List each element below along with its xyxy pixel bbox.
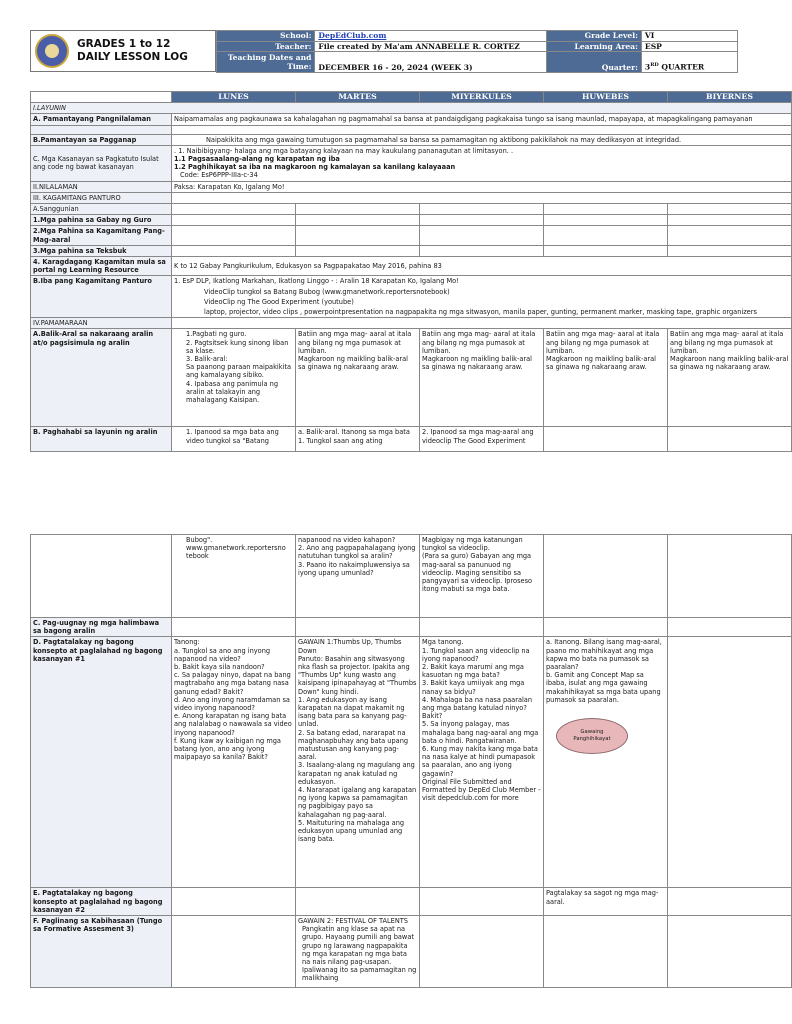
document-page-2 [0,534,768,1024]
kasanayan-code: Code: EsP6PPP-IIIa-c-34 [180,171,258,180]
nilalaman-label: II.NILALAMAN [31,181,172,192]
school-label: School: [217,31,315,42]
concept-map-circle [556,718,628,754]
teaching-dates-label-line1: Teaching Dates and [227,53,312,62]
quarter-value [641,52,737,73]
empty-cell [172,916,296,988]
title-line-2: DAILY LESSON LOG [77,51,188,63]
balik-aral-label: A.Balik-Aral sa nakaraang aralin at/o pagsisimula ng aralin [31,329,172,427]
iba-kagamitan-line: laptop, projector, video clips , powerpointpresentation na nagpapakita ng mga sitwasyon, manila paper, gunting, permanent marker, masking tape, graphic organizers [204,308,757,317]
paghahabi-lunes-cont [172,535,296,618]
balik-aral-huwebes-line: Magkaroon ng maikling balik-aral sa ginawa ng nakaraang araw. [546,355,656,372]
empty-cell [668,916,792,988]
pagtatalakay-1-martes-line: 1. Ang edukasyon ay isang karapatan na dapat makamit ng isang bata para sa kanyang pag-unlad. [298,695,407,729]
deped-seal-logo [35,34,69,68]
pagtatalakay-2-huwebes: Pagtalakay sa sagot ng mga mag-aaral. [544,888,668,916]
pangnilalaman-label: A. Pamantayang Pangnilalaman [31,114,172,125]
empty-cell [420,215,544,226]
empty-cell [296,618,420,637]
empty-cell [544,618,668,637]
header-info-table [216,30,738,73]
balik-aral-lunes-line: 3. Balik-aral: [186,355,228,364]
balik-aral-miyerkules [420,329,544,427]
day-header-lunes: LUNES [172,92,296,103]
day-header-blank [31,92,172,103]
teacher-value: File created by Ma'am ANNABELLE R. CORTEZ [315,41,546,52]
iba-kagamitan-line: VideoClip ng The Good Experiment (youtube) [204,297,354,306]
balik-aral-martes-line: Magkaroon ng maikling balik-aral sa ginawa ng nakaraang araw. [298,355,408,372]
empty-cell [420,888,544,916]
blank-label-cell [31,125,172,134]
empty-cell [172,215,296,226]
empty-cell [172,245,296,256]
empty-cell [296,245,420,256]
iba-kagamitan-line: 1. EsP DLP, Ikatlong Markahan, Ikatlong Linggo - : Aralin 18 Karapatan Ko, Igalang Mo! [174,277,459,286]
empty-cell [668,427,792,452]
pagtatalakay-1-miyerkules-line: 3. Bakit kaya umiiyak ang mga nanay sa bidyu? [422,679,525,696]
concept-map-circle-line-1: Gawaing [580,729,604,736]
document-page-1 [0,0,789,472]
paghahabi-martes-cont-line: 2. Ano ang pagpapahalagang iyong natutuhan tungkol sa aralin? [298,544,416,561]
empty-cell [544,215,668,226]
blank-cell [172,125,792,134]
balik-aral-miyerkules-line: Magkaroon ng maikling balik-aral sa ginawa ng nakaraang araw. [422,355,532,372]
kasanayan-text [172,145,792,181]
empty-cell [172,888,296,916]
empty-cell [296,204,420,215]
pagtatalakay-1-lunes-line: a. Tungkol sa ano ang inyong napanood na video? [174,646,271,663]
day-header-biyernes: BIYERNES [668,92,792,103]
grade-level-value: VI [641,31,737,42]
layunin-heading: I.LAYUNIN [31,103,792,114]
continued-label-cell [31,535,172,618]
quarter-ordinal: RD [650,62,659,69]
pagtatalakay-1-miyerkules-line: 6. Kung may nakita kang mga bata na nasa kalye at hindi pumapasok sa paaralan, ano ang iyong gagawin? [422,745,538,778]
pagtatalakay-1-lunes-line: b. Bakit kaya sila nandoon? [174,663,265,672]
empty-cell [296,888,420,916]
pagtatalakay-1-lunes-line: e. Anong karapatan ng isang bata ang nalalabag o nawawala sa video inyong napanood? [174,712,292,737]
pagtatalakay-1-martes-line: 5. Maituturing na mahalaga ang edukasyon upang umunlad ang isang bata. [298,818,405,844]
empty-cell [420,226,544,245]
pag-uugnay-label: C. Pag-uugnay ng mga halimbawa sa bagong aralin [31,618,172,637]
pagtatalakay-1-huwebes-line: a. Itanong. Bilang isang mag-aaral, paano mo mahihikayat ang mga kapwa mo bata na pumasok sa paaralan? [546,638,662,672]
paghahabi-lunes-cont-line: Bubog". [186,536,213,544]
quarter-text: QUARTER [658,63,705,72]
paghahabi-martes-cont-line: 3. Paano ito nakaimpluwensiya sa iyong upang umunlad? [298,560,410,577]
grade-level-label: Grade Level: [546,31,641,42]
empty-cell [668,204,792,215]
kasanayan-line: . 1. Naibibigyang- halaga ang mga batayang kalayaan na may kaukulang pananagutan at limitasyon. . [174,146,514,155]
pagtatalakay-1-huwebes [544,637,668,888]
pangnilalaman-text: Naipamamalas ang pagkaunawa sa kahalagahan ng pagmamahal sa bansa at pandaigdigang pagkakaisa tungo sa isang maunlad, mapayapa, at mapagkalingang pamayanan [172,114,792,125]
pagtatalakay-1-miyerkules [420,637,544,888]
pagtatalakay-1-lunes [172,637,296,888]
gabay-guro-label: 1.Mga pahina sa Gabay ng Guro [31,215,172,226]
empty-cell [544,427,668,452]
paghahabi-martes-cont [296,535,420,618]
empty-cell [420,916,544,988]
school-link[interactable]: DepEdClub.com [318,31,387,41]
empty-cell [544,245,668,256]
pagtatalakay-1-lunes-line: d. Ano ang inyong naramdaman sa video inyong napanood? [174,695,290,713]
pagtatalakay-1-miyerkules-line: 2. Bakit kaya marumi ang mga kasuotan ng mga bata? [422,663,524,680]
pagtatalakay-1-miyerkules-line: Mga tanong. [422,638,464,647]
pagtatalakay-1-miyerkules-line: 1. Tungkol saan ang videoclip na iyong napanood? [422,646,530,663]
day-header-martes: MARTES [296,92,420,103]
empty-cell [668,226,792,245]
paghahabi-martes-cont-line: napanood na video kahapon? [298,536,396,544]
pagtatalakay-1-lunes-line: c. Sa palagay ninyo, dapat na bang magtrabaho ang mga batang nasa ganung edad? Bakit? [174,671,291,696]
iba-kagamitan-text [172,276,792,318]
document-title [77,38,188,64]
teaching-dates-label [217,52,315,73]
empty-cell [296,226,420,245]
empty-cell [544,226,668,245]
empty-cell [296,215,420,226]
paghahabi-miyerkules-cont-line: (Para sa guro) Gabayan ang mga mag-aaral sa panunuod ng videoclip. Maging sensitibo sa pangyayari sa videoclip. Iproseso itong mabuti sa mga bata. [422,552,533,594]
balik-aral-lunes-line: 4. Ipabasa ang panimula ng aralin at talakayin ang mahalagang Kaisipan. [186,379,279,405]
pagtatalakay-1-huwebes-line: b. Gamit ang Concept Map sa ibaba, isulat ang mga gawaing makahihikayat sa mga bata upang pumasok sa paaralan. [546,671,661,704]
kagamitan-label: III. KAGAMITANG PANTURO [31,192,172,203]
pamamaraan-label: IV.PAMAMARAAN [31,318,172,329]
paghahabi-martes [296,427,420,452]
pagtatalakay-1-martes-line: 3. Isaalang-alang ng magulang ang karapatan ng anak katulad ng edukasyon. [298,761,415,786]
pagtatalakay-1-miyerkules-line: 4. Mahalaga ba na nasa paaralan ang mga batang katulad ninyo? Bakit? [422,695,533,721]
paghahabi-martes-line: 1. Tungkol saan ang ating [298,436,383,445]
balik-aral-lunes [172,329,296,427]
kagamitan-cell [172,192,792,203]
kasanayan-line: 1.2 Paghihikayat sa iba na magkaroon ng kamalayan sa kanilang kalayaaan [174,163,456,172]
empty-cell [172,618,296,637]
pagtatalakay-1-miyerkules-line: 5. Sa inyong palagay, mas mahalaga bang nag-aaral ang mga bata o hindi. Pangatwiranan. [422,720,539,745]
empty-cell [544,535,668,618]
day-header-row [31,92,792,103]
balik-aral-biyernes [668,329,792,427]
teaching-dates-value: DECEMBER 16 - 20, 2024 (WEEK 3) [315,52,546,73]
kagamitang-magaaral-label: 2.Mga Pahina sa Kagamitang Pang-Mag-aaral [31,226,172,245]
empty-cell [544,916,668,988]
empty-cell [668,535,792,618]
pagtatalakay-1-martes-line: 2. Sa batang edad, nararapat na maghanapbuhay ang bata upang matustusan ang kanyang pag-aaral. [298,728,409,762]
iba-kagamitan-line: VideoClip tungkol sa Batang Bubog (www.gmanetwork.reportersnotebook) [204,287,450,296]
karagdagang-kagamitan-label: 4. Karagdagang Kagamitan mula sa portal ng Learning Resource [31,257,172,276]
title-line-1: GRADES 1 to 12 [77,38,171,50]
paghahabi-lunes-cont-line: www.gmanetwork.reportersno tebook [186,544,286,561]
empty-cell [544,204,668,215]
paghahabi-miyerkules-cont-line: Magbigay ng mga katanungan tungkol sa videoclip. [422,536,523,553]
balik-aral-lunes-line: 2. Pagtsitsek kung sinong liban sa klase. [186,338,289,355]
empty-cell [668,637,792,888]
teacher-label: Teacher: [217,41,315,52]
learning-area-value: ESP [641,41,737,52]
pagtatalakay-1-martes-line: GAWAIN 1:Thumbs Up, Thumbs Down [298,638,402,655]
day-header-miyerkules: MIYERKULES [420,92,544,103]
pamamaraan-cell [172,318,792,329]
iba-kagamitan-label: B.Iba pang Kagamitang Panturo [31,276,172,318]
empty-cell [668,888,792,916]
paghahabi-label: B. Paghahabi sa layunin ng aralin [31,427,172,452]
day-header-huwebes: HUWEBES [544,92,668,103]
empty-cell [668,245,792,256]
teksbuk-label: 3.Mga pahina sa Teksbuk [31,245,172,256]
empty-cell [668,618,792,637]
pagtatalakay-2-label: E. Pagtatalakay ng bagong konsepto at paglalahad ng bagong kasanayan #2 [31,888,172,916]
paglinang-martes [296,916,420,988]
empty-cell [420,204,544,215]
pagtatalakay-1-martes-line: Panuto: Basahin ang sitwasyong nka flash sa projector. Ipakita ang "Thumbs Up" kung wasto ang kaisipang ipinapahayag at "Thumbs Down" kung hindi. [298,654,417,696]
kasanayan-line: 1.1 Pagsasaalang-alang ng karapatan ng iba [174,155,340,164]
quarter-number: 3 [644,63,651,72]
empty-cell [172,226,296,245]
pagtatalakay-1-lunes-line: f. Kung ikaw ay kaibigan ng mga batang iyon, ano ang iyong maipapayo sa kanila? Bakit? [174,736,281,762]
paglinang-label: F. Paglinang sa Kabihasaan (Tungo sa Formative Assesment 3) [31,916,172,988]
paglinang-martes-line: Pangkatin ang klase sa apat na grupo. Hayaang pumili ang bawat grupo ng larawang nagpapakita ng mga karapatan ng mga bata na nais nilang pag-usapan. Ipaliwanag ito sa pamamagitan ng malikhaing [302,925,417,983]
paghahabi-lunes: 1. Ipanood sa mga bata ang video tungkol sa "Batang [172,427,296,452]
header-title-box [30,30,216,72]
balik-aral-lunes-line: Sa paanong paraan maipakikita ang kamalayang sibiko. [186,363,292,380]
empty-cell [420,618,544,637]
nilalaman-text: Paksa: Karapatan Ko, Igalang Mo! [172,181,792,192]
learning-area-label: Learning Area: [546,41,641,52]
balik-aral-huwebes-line: Batiin ang mga mag- aaral at itala ang bilang ng mga pumasok at lumiban. [546,330,660,355]
karagdagang-kagamitan-text: K to 12 Gabay Pangkurikulum, Edukasyon sa Pagpapakatao May 2016, pahina 83 [172,257,792,276]
concept-map-circle-line-2: Panghihikayat [573,736,611,743]
balik-aral-lunes-line: 1.Pagbati ng guro. [186,330,247,339]
paghahabi-miyerkules: 2. Ipanood sa mga mag-aaral ang videoclip The Good Experiment [420,427,544,452]
balik-aral-biyernes-line: Magkaroon nang maikling balik-aral sa ginawa ng nakaraang araw. [670,355,789,372]
pagganap-label: B.Pamantayan sa Pagganap [31,134,172,145]
balik-aral-huwebes [544,329,668,427]
paghahabi-martes-line: a. Balik-aral. Itanong sa mga bata [298,428,410,437]
balik-aral-martes [296,329,420,427]
teaching-dates-label-line2: Time: [287,62,312,71]
pagganap-text: Naipakikita ang mga gawaing tumutugon sa pagmamahal sa bansa sa pamamagitan ng aktibong pakikilahok na may dedikasyon at integridad. [172,134,792,145]
paghahabi-miyerkules-cont [420,535,544,618]
pagtatalakay-1-lunes-line: Tanong: [174,638,200,647]
school-value [315,31,546,42]
empty-cell [420,245,544,256]
pagtatalakay-1-label: D. Pagtatalakay ng bagong konsepto at paglalahad ng bagong kasanayan #1 [31,637,172,888]
sanggunian-label: A.Sanggunian [31,204,172,215]
quarter-label: Quarter: [546,52,641,73]
pagtatalakay-1-martes [296,637,420,888]
balik-aral-miyerkules-line: Batiin ang mga mag- aaral at itala ang bilang ng mga pumasok at lumiban. [422,330,536,355]
empty-cell [668,215,792,226]
paglinang-martes-line: GAWAIN 2: FESTIVAL OF TALENTS [298,917,408,926]
page-gap [0,472,768,534]
lesson-log-table-page1 [30,91,792,452]
pagtatalakay-1-martes-line: 4. Nararapat igalang ang karapatan ng iyong kapwa sa pamamagitan ng pagbibigay payo sa kahalagahan ng pag-aaral. [298,786,417,819]
kasanayan-label: C. Mga Kasanayan sa Pagkatuto Isulat ang code ng bawat kasanayan [31,145,172,181]
lesson-log-table-page2 [30,534,792,988]
balik-aral-martes-line: Batiin ang mga mag- aaral at itala ang bilang ng mga pumasok at lumiban. [298,330,412,355]
pagtatalakay-1-miyerkules-line: Original File Submitted and Formatted by DepEd Club Member - visit depedclub.com for more [422,777,541,803]
empty-cell [172,204,296,215]
balik-aral-biyernes-line: Batiin ang mga mag- aaral at itala ang bilang ng mga pumasok at lumiban. [670,330,784,355]
